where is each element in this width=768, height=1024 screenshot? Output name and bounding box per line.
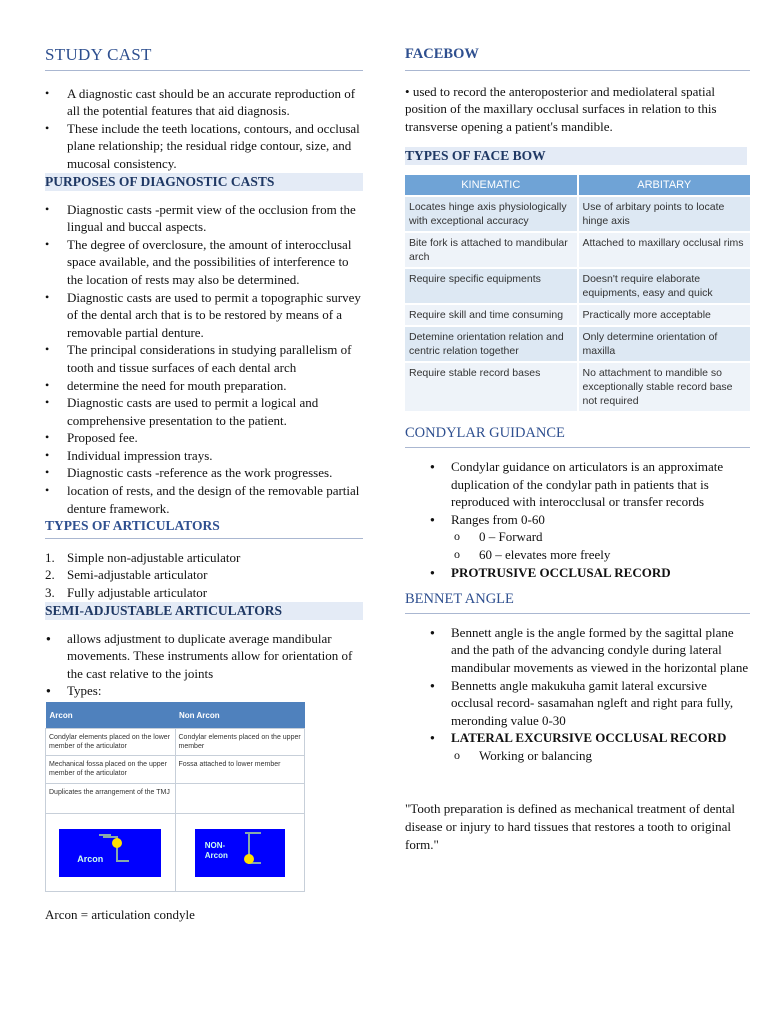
arbitary-header: ARBITARY: [578, 175, 751, 196]
arcon-footnote: Arcon = articulation condyle: [45, 907, 195, 922]
bennet-list: [405, 624, 750, 747]
bennet-heading: BENNET ANGLE: [405, 591, 750, 614]
non-arcon-diagram: [195, 829, 285, 877]
table-cell: Condylar elements placed on the lower member of the articulator: [46, 729, 176, 756]
list-item: ● Types:: [45, 682, 363, 700]
types-articulators-list: [45, 549, 363, 602]
table-cell: Practically more acceptable: [578, 304, 751, 326]
condylar-list-2: [405, 564, 750, 582]
table-cell: Require specific equipments: [405, 268, 578, 304]
tooth-preparation-quote: "Tooth preparation is defined as mechanical treatment of dental disease or injury to hard tissues that restores a tooth to original form.": [405, 801, 735, 852]
table-cell: Require stable record bases: [405, 362, 578, 411]
condylar-heading: CONDYLAR GUIDANCE: [405, 425, 750, 448]
arcon-mechanism-icon: [59, 829, 161, 877]
list-item: • These include the teeth locations, contours, and occlusal plane relationship; the residual ridge contour, size, and mucosal consistency.: [45, 120, 363, 173]
study-cast-heading: STUDY CAST: [45, 46, 363, 71]
bennet-sublist: [405, 747, 750, 765]
list-item: • The degree of overclosure, the amount of interocclusal space available, and the possibilities of interference to the location of rests may also be determined.: [45, 236, 363, 289]
list-item: • Individual impression trays.: [45, 447, 363, 465]
non-arcon-image-label: NON- Arcon: [204, 840, 228, 860]
facebow-text: • used to record the anteroposterior and mediolateral spatial position of the maxillary occlusal surfaces in relation to this transverse opening a patient's mandible.: [405, 83, 717, 134]
purposes-heading: PURPOSES OF DIAGNOSTIC CASTS: [45, 173, 363, 191]
semi-adjustable-heading: SEMI-ADJUSTABLE ARTICULATORS: [45, 602, 363, 620]
condylar-list: [405, 458, 750, 528]
list-item: ● LATERAL EXCURSIVE OCCLUSAL RECORD: [429, 729, 750, 747]
table-cell: [175, 784, 305, 814]
arcon-header: Arcon: [46, 702, 176, 729]
list-item: • Diagnostic casts are used to permit a logical and comprehensive presentation to the patient.: [45, 394, 363, 429]
table-cell: Only determine orientation of maxilla: [578, 326, 751, 362]
list-item: 1. Simple non-adjustable articulator: [45, 549, 241, 565]
table-cell: Fossa attached to lower member: [175, 756, 305, 784]
list-item: 3. Fully adjustable articulator: [45, 585, 208, 601]
table-cell: Bite fork is attached to mandibular arch: [405, 232, 578, 268]
table-cell: Detemine orientation relation and centric relation together: [405, 326, 578, 362]
list-item: • Proposed fee.: [45, 429, 363, 447]
list-item: • A diagnostic cast should be an accurate reproduction of all the potential features that aid diagnosis.: [45, 85, 363, 120]
table-cell: Mechanical fossa placed on the upper member of the articulator: [46, 756, 176, 784]
table-cell: Condylar elements placed on the upper member: [175, 729, 305, 756]
table-cell: No attachment to mandible so exceptionally stable record base not required: [578, 362, 751, 411]
list-item: ● PROTRUSIVE OCCLUSAL RECORD: [429, 564, 750, 582]
table-cell: Duplicates the arrangement of the TMJ: [46, 784, 176, 814]
list-item: ● Bennetts angle makukuha gamit lateral excursive occlusal record- sasamahan ngleft and right para fully, meronding value 0-30: [429, 677, 750, 730]
list-item: • Diagnostic casts are used to permit a topographic survey of the dental arch that is to be restored by means of a removable partial denture.: [45, 289, 363, 342]
kinematic-header: KINEMATIC: [405, 175, 578, 196]
list-item: ● allows adjustment to duplicate average mandibular movements. These instruments allow for orientation of the cast relative to the joints: [45, 630, 363, 683]
list-item: o 60 – elevates more freely: [451, 546, 750, 564]
table-cell: Locates hinge axis physiologically with exceptional accuracy: [405, 196, 578, 232]
non-arcon-header: Non Arcon: [175, 702, 305, 729]
table-cell: Require skill and time consuming: [405, 304, 578, 326]
list-item: • The principal considerations in studying parallelism of tooth and tissue surfaces of each dental arch: [45, 341, 363, 376]
condylar-sublist: [405, 528, 750, 563]
right-column: [405, 46, 750, 853]
list-item: o Working or balancing: [451, 747, 750, 765]
table-cell: Doesn't require elaborate equipments, easy and quick: [578, 268, 751, 304]
list-item: ● Condylar guidance on articulators is an approximate duplication of the condylar path in patients that is reproduced with interocclusal or transfer records: [429, 458, 750, 511]
list-item: 2. Semi-adjustable articulator: [45, 567, 208, 583]
facebow-heading: FACEBOW: [405, 46, 750, 71]
arcon-table: [45, 702, 305, 892]
purposes-list: [45, 201, 363, 518]
arcon-image-cell: [46, 814, 176, 892]
list-item: • determine the need for mouth preparation.: [45, 377, 363, 395]
table-cell: Use of arbitary points to locate hinge axis: [578, 196, 751, 232]
types-articulators-heading: TYPES OF ARTICULATORS: [45, 517, 363, 539]
table-cell: Attached to maxillary occlusal rims: [578, 232, 751, 268]
list-item: ● Bennett angle is the angle formed by the sagittal plane and the path of the advancing condyle during lateral mandibular movements as viewed in the horizontal plane: [429, 624, 750, 677]
left-column: [45, 46, 363, 924]
arcon-image-label: Arcon: [77, 853, 104, 864]
list-item: • Diagnostic casts -reference as the work progresses.: [45, 464, 363, 482]
facebow-table: [405, 175, 750, 411]
non-arcon-image-cell: [175, 814, 305, 892]
list-item: • Diagnostic casts -permit view of the occlusion from the lingual and buccal aspects.: [45, 201, 363, 236]
semi-adjustable-list: [45, 630, 363, 700]
list-item: o 0 – Forward: [451, 528, 750, 546]
study-cast-list: [45, 85, 363, 173]
list-item: • location of rests, and the design of the removable partial denture framework.: [45, 482, 363, 517]
types-facebow-heading: TYPES OF FACE BOW: [405, 147, 747, 165]
list-item: ● Ranges from 0-60: [429, 511, 750, 529]
arcon-diagram: [59, 829, 161, 877]
